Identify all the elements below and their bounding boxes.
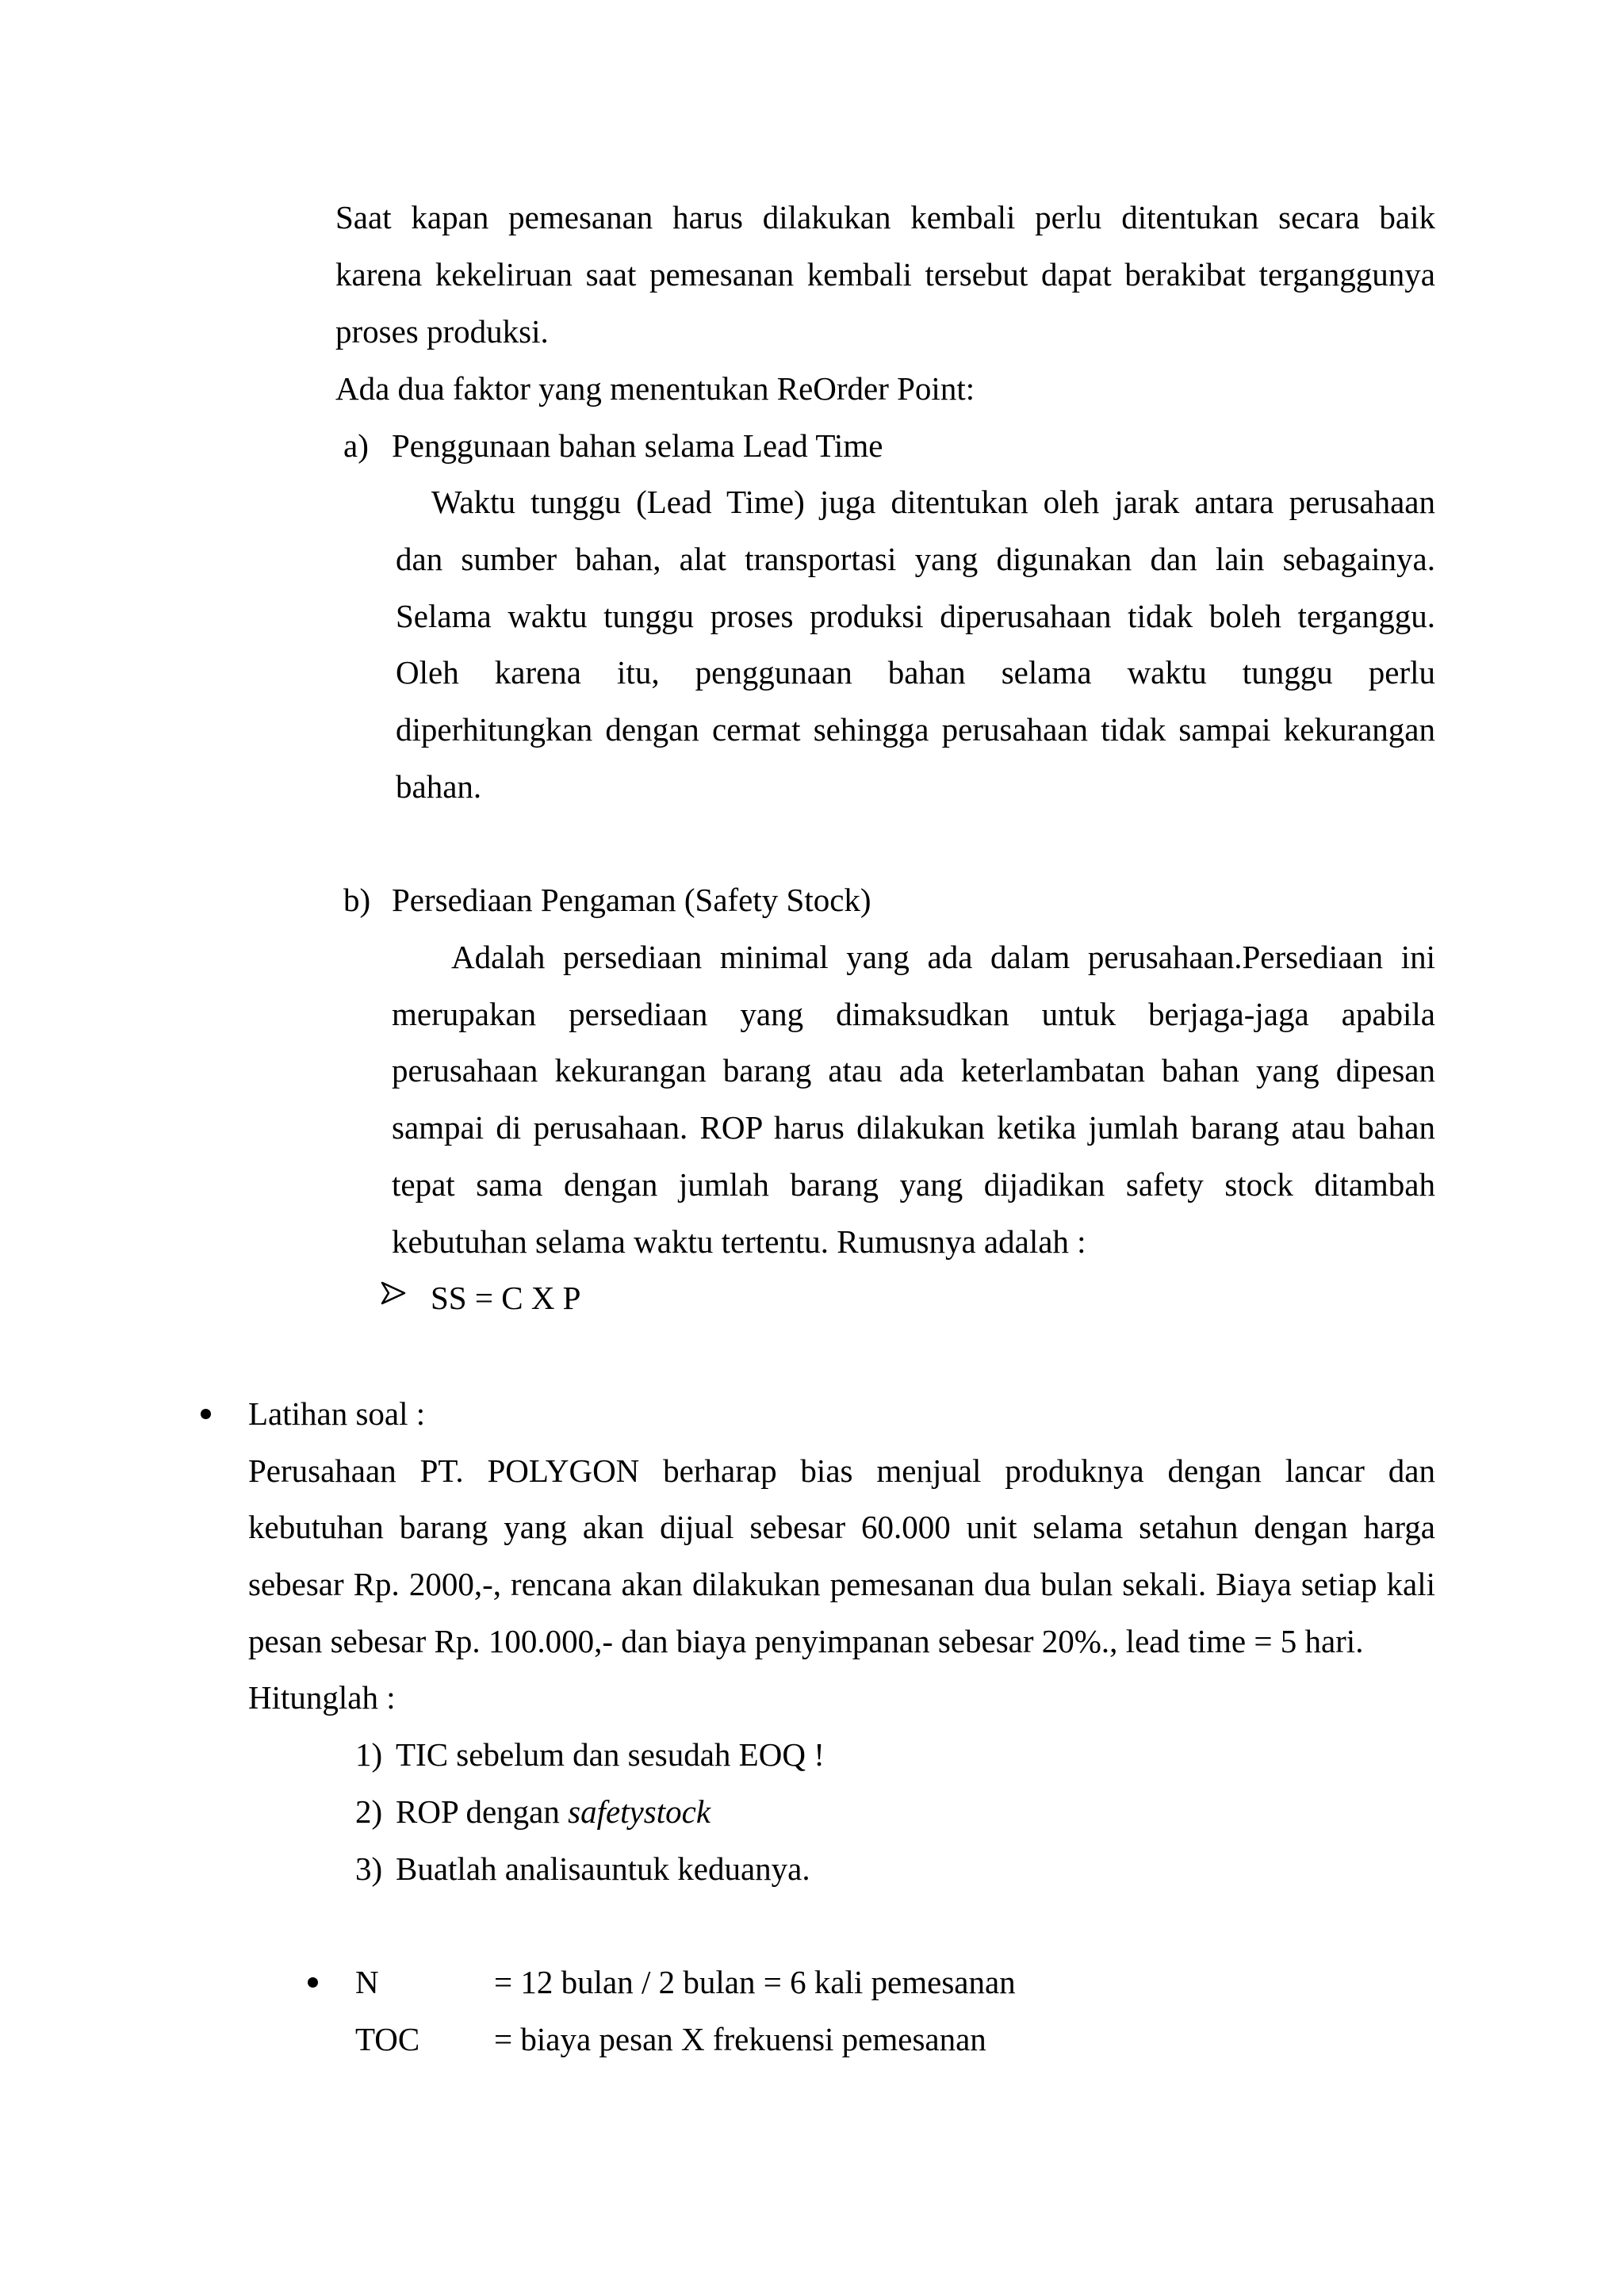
bullet-icon (308, 1977, 318, 1988)
question-text-italic: safetystock (568, 1793, 711, 1830)
item-b-line: Adalah persediaan minimal yang ada dalam perusahaan.Persediaan ini (451, 939, 1435, 975)
factors-heading: Ada dua faktor yang menentukan ReOrder Point: (335, 370, 975, 407)
question-text: Buatlah analisauntuk keduanya. (396, 1850, 810, 1887)
intro-line: Saat kapan pemesanan harus dilakukan kembali perlu ditentukan secara baik (335, 199, 1435, 235)
question-number: 2) (355, 1793, 383, 1830)
item-b-line: kebutuhan selama waktu tertentu. Rumusnya adalah : (392, 1223, 1086, 1260)
answer-value: = 12 bulan / 2 bulan = 6 kali pemesanan (494, 1964, 1016, 2000)
arrowhead-bullet-icon (381, 1281, 406, 1305)
latihan-line: Perusahaan PT. POLYGON berharap bias menjual produknya dengan lancar dan (248, 1452, 1435, 1489)
intro-line: karena kekeliruan saat pemesanan kembali tersebut dapat berakibat terganggunya (335, 256, 1435, 293)
question-text: TIC sebelum dan sesudah EOQ ! (396, 1736, 825, 1773)
item-a-line: dan sumber bahan, alat transportasi yang digunakan dan lain sebagainya. (396, 541, 1435, 577)
item-a-line: diperhitungkan dengan cermat sehingga perusahaan tidak sampai kekurangan (396, 711, 1435, 748)
item-a-line: bahan. (396, 768, 482, 805)
item-a-line: Waktu tunggu (Lead Time) juga ditentukan oleh jarak antara perusahaan (431, 484, 1435, 520)
question-number: 3) (355, 1850, 383, 1887)
question-text-plain: ROP dengan (396, 1793, 569, 1830)
latihan-line: sebesar Rp. 2000,-, rencana akan dilakukan pemesanan dua bulan sekali. Biaya setiap kali (248, 1566, 1435, 1602)
item-a-line: Selama waktu tunggu proses produksi diperusahaan tidak boleh terganggu. (396, 598, 1435, 634)
item-b-line: merupakan persediaan yang dimaksudkan untuk berjaga-jaga apabila (392, 996, 1435, 1032)
item-a-line: Oleh karena itu, penggunaan bahan selama waktu tunggu perlu (396, 654, 1435, 691)
item-a-marker: a) (343, 427, 369, 464)
item-b-title: Persediaan Pengaman (Safety Stock) (392, 882, 871, 918)
answer-label: TOC (355, 2021, 420, 2057)
question-text (396, 1791, 710, 1832)
latihan-line: pesan sebesar Rp. 100.000,- dan biaya penyimpanan sebesar 20%., lead time = 5 hari. (248, 1623, 1364, 1659)
latihan-heading: Latihan soal : (248, 1395, 426, 1432)
latihan-line: kebutuhan barang yang akan dijual sebesar 60.000 unit selama setahun dengan harga (248, 1509, 1435, 1545)
question-number: 1) (355, 1736, 383, 1773)
item-b-line: perusahaan kekurangan barang atau ada keterlambatan bahan yang dipesan (392, 1052, 1435, 1089)
item-b-line: sampai di perusahaan. ROP harus dilakukan ketika jumlah barang atau bahan (392, 1109, 1435, 1146)
answer-value: = biaya pesan X frekuensi pemesanan (494, 2021, 986, 2057)
answer-label: N (355, 1964, 379, 2000)
safety-stock-formula: SS = C X P (431, 1280, 581, 1316)
intro-line: proses produksi. (335, 313, 549, 350)
item-a-title: Penggunaan bahan selama Lead Time (392, 427, 883, 464)
item-b-line: tepat sama dengan jumlah barang yang dijadikan safety stock ditambah (392, 1166, 1435, 1203)
bullet-icon (201, 1409, 211, 1419)
item-b-marker: b) (343, 882, 371, 918)
latihan-prompt: Hitunglah : (248, 1679, 396, 1716)
